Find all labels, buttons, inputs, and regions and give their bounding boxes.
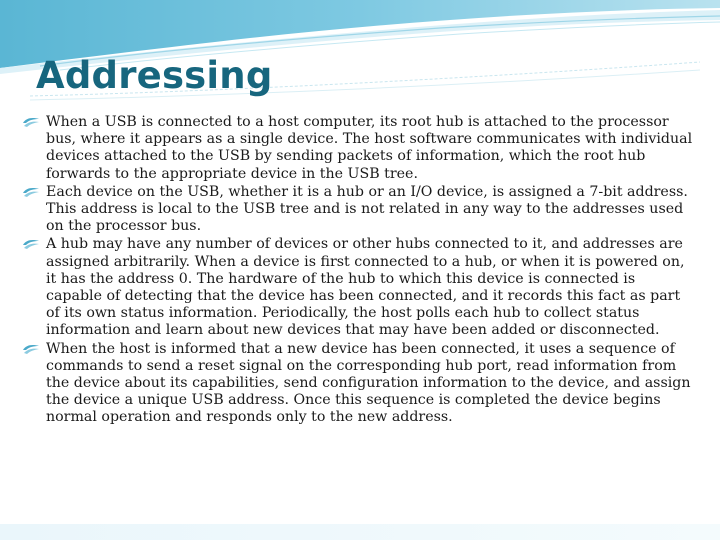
list-item <box>22 184 694 236</box>
bullet-swoosh-icon <box>22 116 41 129</box>
bullet-swoosh-icon <box>22 186 41 199</box>
bullet-text: A hub may have any number of devices or other hubs connected to it, and addresses are assigned arbitrarily. When a device is first connected to a hub, or when it is powered on, it has the address 0. The hardware of the hub to which this device is connected is capable of detecting that the device has been connected, and it records this fact as part of its own status information. Periodically, the host polls each hub to collect status information and learn about new devices that may have been added or disconnected. <box>46 236 685 339</box>
bullet-swoosh-icon <box>22 343 41 356</box>
bullet-list <box>22 114 694 428</box>
slide-title: Addressing <box>36 54 273 97</box>
bullet-text: Each device on the USB, whether it is a hub or an I/O device, is assigned a 7-bit address. This address is local to the USB tree and is not related in any way to the addresses used on the processor bus. <box>46 183 688 235</box>
footer-decoration <box>0 524 720 540</box>
list-item <box>22 114 694 183</box>
list-item <box>22 236 694 339</box>
bullet-text: When a USB is connected to a host computer, its root hub is attached to the processor bus, where it appears as a single device. The host software communicates with individual devices attached to the USB by sending packets of information, which the root hub forwards to the appropriate device in the USB tree. <box>46 114 693 182</box>
list-item <box>22 341 694 427</box>
bullet-text: When the host is informed that a new device has been connected, it uses a sequence of commands to send a reset signal on the corresponding hub port, read information from the device about its capabilities, send configuration information to the device, and assign the device a unique USB address. Once this sequence is completed the device begins normal operation and responds only to the new address. <box>46 340 691 426</box>
bullet-swoosh-icon <box>22 238 41 251</box>
